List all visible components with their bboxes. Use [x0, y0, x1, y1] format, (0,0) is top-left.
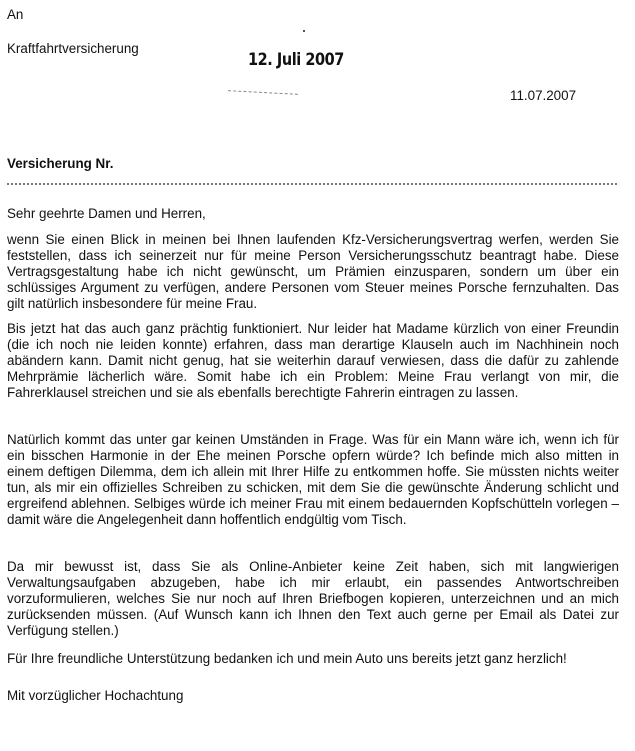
paragraph-2: Bis jetzt hat das auch ganz prächtig funktioniert. Nur leider hat Madame kürzlich von einer Freundin (die ich noch nie leiden konnte) erfahren, dass man derartige Klauseln auch im Nachhinein noch abändern kann. Damit nicht genug, hat sie weiterhin darauf verwiesen, dass die dafür zu zahlende Mehrprämie lächerlich wäre. Somit habe ich ein Problem: Meine Frau verlangt von mir, die Fahrerklausel streichen und sie als ebenfalls berechtigte Fahrerin eintragen zu lassen.: [7, 321, 619, 400]
received-stamp: 12. Juli 2007: [248, 50, 344, 70]
scan-speck: [303, 30, 305, 32]
subject-line: Versicherung Nr.: [7, 156, 114, 171]
recipient: Kraftfahrtversicherung: [7, 41, 139, 56]
redacted-policy-number: [7, 183, 617, 185]
salutation: Sehr geehrte Damen und Herren,: [7, 206, 206, 221]
closing: Mit vorzüglicher Hochachtung: [7, 688, 184, 703]
letter-date: 11.07.2007: [510, 88, 577, 103]
paragraph-3: Natürlich kommt das unter gar keinen Umständen in Frage. Was für ein Mann wäre ich, wenn ich für ein bisschen Harmonie in der Ehe meinen Porsche opfern würde? Ich befinde mich also mitten in einem deftigen Dilemma, dem ich allein mit Ihrer Hilfe zu entkommen hoffe. Sie müssten nichts weiter tun, als mir ein offizielles Schreiben zu schicken, mit dem Sie die gewünschte Änderung schlicht und ergreifend ablehnen. Selbiges würde ich meiner Frau mit einem bedauernden Kopfschütteln vorlegen – damit wäre die Angelegenheit dann hoffentlich endgültig vom Tisch.: [7, 432, 619, 527]
paragraph-4: Da mir bewusst ist, dass Sie als Online-Anbieter keine Zeit haben, sich mit langwierigen Verwaltungsaufgaben abzugeben, habe ich mir erlaubt, ein passendes Antwortschreiben vorzuformulieren, welches Sie nur noch auf Ihren Briefbogen kopieren, unterzeichnen und an mich zurücksenden müssen. (Auf Wunsch kann ich Ihnen den Text auch gerne per Email als Datei zur Verfügung stellen.): [7, 559, 619, 638]
stamp-signature-line: [228, 90, 298, 95]
paragraph-1: wenn Sie einen Blick in meinen bei Ihnen laufenden Kfz-Versicherungsvertrag werfen, werden Sie feststellen, dass ich seinerzeit nur für meine Person Versicherungsschutz beantragt habe. Diese Vertragsgestaltung habe ich nicht gewünscht, um Prämien einzusparen, sondern um über ein schlüssiges Argument zu verfügen, andere Personen vom Steuer meines Porsche fernzuhalten. Das gilt natürlich insbesondere für meine Frau.: [7, 232, 619, 311]
paragraph-5: Für Ihre freundliche Unterstützung bedanken ich und mein Auto uns bereits jetzt ganz herzlich!: [7, 651, 567, 666]
to-label: An: [7, 7, 24, 22]
